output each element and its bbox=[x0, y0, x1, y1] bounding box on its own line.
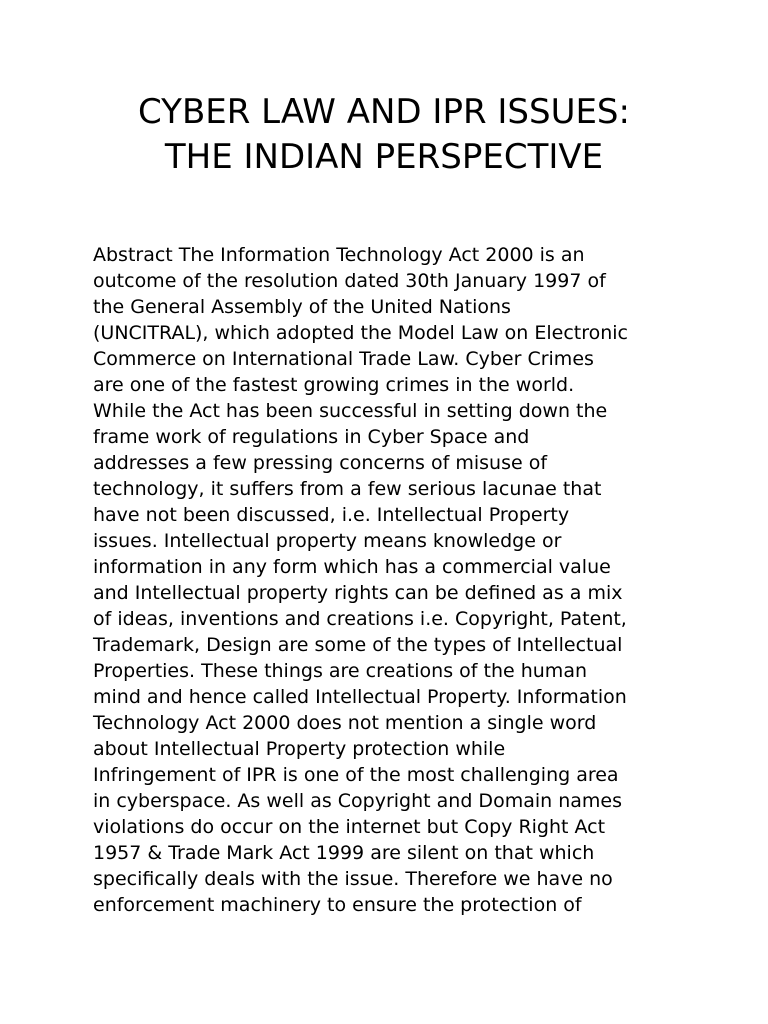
text-line: outcome of the resolution dated 30th January 1997 of bbox=[93, 270, 606, 292]
text-line: issues. Intellectual property means knowledge or bbox=[93, 530, 562, 552]
text-line: information in any form which has a commercial value bbox=[93, 556, 611, 578]
text-line: Abstract The Information Technology Act 2000 is an bbox=[93, 244, 585, 266]
abstract-paragraph bbox=[93, 242, 693, 918]
text-line: are one of the fastest growing crimes in the world. bbox=[93, 374, 575, 396]
text-line: Infringement of IPR is one of the most challenging area bbox=[93, 764, 619, 786]
text-line: mind and hence called Intellectual Property. Information bbox=[93, 686, 627, 708]
document-title bbox=[0, 90, 768, 180]
text-line: specifically deals with the issue. Therefore we have no bbox=[93, 868, 613, 890]
title-line-2: THE INDIAN PERSPECTIVE bbox=[164, 137, 604, 177]
text-line: Trademark, Design are some of the types of Intellectual bbox=[93, 634, 623, 656]
text-line: have not been discussed, i.e. Intellectual Property bbox=[93, 504, 570, 526]
text-line: (UNCITRAL), which adopted the Model Law on Electronic bbox=[93, 322, 629, 344]
text-line: the General Assembly of the United Nations bbox=[93, 296, 511, 318]
text-line: violations do occur on the internet but Copy Right Act bbox=[93, 816, 606, 838]
text-line: enforcement machinery to ensure the protection of bbox=[93, 894, 582, 916]
text-line: addresses a few pressing concerns of misuse of bbox=[93, 452, 548, 474]
text-line: and Intellectual property rights can be defined as a mix bbox=[93, 582, 623, 604]
text-line: of ideas, inventions and creations i.e. Copyright, Patent, bbox=[93, 608, 627, 630]
text-line: While the Act has been successful in setting down the bbox=[93, 400, 608, 422]
title-line-1: CYBER LAW AND IPR ISSUES: bbox=[138, 92, 630, 132]
text-line: about Intellectual Property protection while bbox=[93, 738, 506, 760]
text-line: Technology Act 2000 does not mention a single word bbox=[93, 712, 597, 734]
text-line: in cyberspace. As well as Copyright and Domain names bbox=[93, 790, 622, 812]
text-line: Commerce on International Trade Law. Cyber Crimes bbox=[93, 348, 594, 370]
text-line: Properties. These things are creations of the human bbox=[93, 660, 587, 682]
text-line: 1957 & Trade Mark Act 1999 are silent on that which bbox=[93, 842, 595, 864]
text-line: frame work of regulations in Cyber Space and bbox=[93, 426, 530, 448]
text-line: technology, it suffers from a few serious lacunae that bbox=[93, 478, 602, 500]
